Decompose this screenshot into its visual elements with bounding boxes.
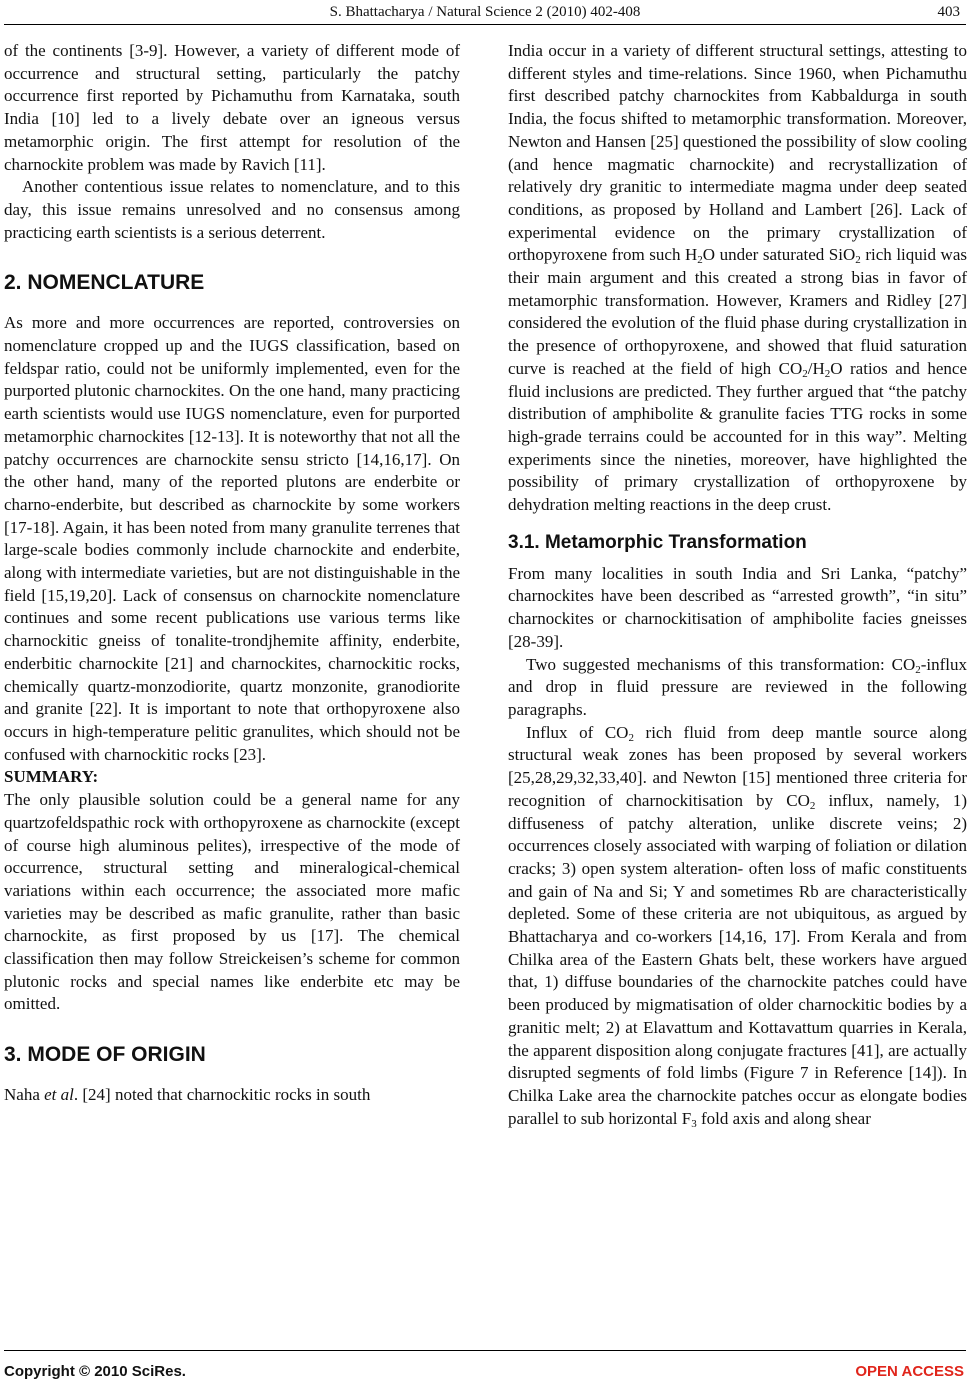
paragraph-mode-of-origin: Naha et al. [24] noted that charnockitic rocks in south bbox=[4, 1085, 371, 1105]
left-column bbox=[4, 40, 460, 1107]
paragraph-mechanisms: Two suggested mechanisms of this transformation: $CO_2$-influx and drop in fluid pressure are reviewed in the following paragraphs. bbox=[508, 654, 967, 719]
copyright-notice: Copyright © 2010 SciRes. bbox=[4, 1363, 186, 1380]
section-heading-mode-of-origin: 3. MODE OF ORIGIN bbox=[4, 1043, 206, 1067]
running-title: S. Bhattacharya / Natural Science 2 (2010) 402-408 bbox=[329, 4, 641, 20]
open-access-label: OPEN ACCESS bbox=[855, 1363, 964, 1380]
summary-label: SUMMARY: bbox=[4, 767, 99, 787]
paragraph-localities: From many localities in south India and Sri Lanka, “patchy” charnockites have been described as “arrested growth”, “in situ” charnockites or charnockitisation of amphibolite facies gneisses [28-39]. bbox=[508, 563, 967, 651]
paragraph-co2-influx: Influx of $CO_2$ rich fluid from deep mantle source along structural weak zones has been proposed by several workers [25,28,29,32,33,40]. and Newton [15] mentioned three criteria for recognition of charnockitisation by $CO_2$ influx, namely, 1) diffuseness of patchy alteration, unlike discrete veins; 2) occurrences closely associated with warping of foliation or dilation cracks; 3) open system alteration- often loss of mafic constituents and gain of Na and Si; Y and sometimes Rb are characteristically depleted. Some of these criteria are not ubiquitous, as argued by Bhattacharya and co-workers [14,16, 17]. From Kerala and from Chilka area of the Eastern Ghats belt, these workers have argued that, 1) diffuse boundaries of the charnockite patches could have been produced by migmatisation of older charnockitic bodies by a granitic melt; 2) at Elavattum and Kottavattum quarries in Kerala, the apparent disposition along conjugate fractures [41], are actually disrupted segments of fold limbs (Figure 7 in Reference [14]). In Chilka Lake area the charnockite patches occur as elongate bodies parallel to sub horizontal $F_3$ fold axis and along shear bbox=[508, 722, 968, 1130]
page-number: 403 bbox=[937, 4, 960, 20]
footer-rule bbox=[4, 1350, 966, 1351]
header-rule bbox=[4, 24, 966, 25]
paragraph-nomenclature-intro: Another contentious issue relates to nomenclature, and to this day, this issue remains unresolved and no consensus among practicing earth scientists is a serious deterrent. bbox=[4, 177, 460, 242]
section-heading-nomenclature: 2. NOMENCLATURE bbox=[4, 271, 205, 295]
subsection-heading-metamorphic-transformation: 3.1. Metamorphic Transformation bbox=[508, 531, 807, 553]
paragraph-summary: The only plausible solution could be a general name for any quartzofeldspathic rock with orthopyroxene as charnockite (except of course high aluminous pelites), irrespective of the mode of occurrence, structural setting and mineralogical-chemical variations within each occurrence; the associated more mafic varieties may be described as mafic granulite, rather than basic charnockite, as first proposed by us [17]. The chemical classification then may follow Streickeisen’s scheme for common plutonic rocks and special names like enderbite etc may be omitted. bbox=[4, 790, 460, 1014]
paragraph-nomenclature: As more and more occurrences are reported, controversies on nomenclature cropped up and the IUGS classification, based on feldspar ratio, could not be uniformly implemented, even for the purported plutonic charnockites. On the one hand, many practicing earth scientists would use IUGS nomenclature, even for purported metamorphic charnockites [12-13]. It is noteworthy that not all the patchy occurrences are charnockite sensu stricto [14,16,17]. On the other hand, many of the reported plutons are enderbite or charno-enderbite, but described as charnockite by some workers [17-18]. Again, it has been noted from many granulite terrenes that large-scale bodies commonly include charnockite and enderbite, along with intermediate varieties, but are not distinguishable in the field [15,19,20]. Lack of consensus on charnockite nomenclature continues and some recent publications use various terms like charnockitic gneiss of tonalite-trondjhemite affinity, enderbite, enderbitic charnockite [21] and charnockites, charnockitic rocks, chemically quartz-monzodiorite, quartz monzonite, granodiorite and granite [22]. It is important to note that orthopyroxene also occurs in high-temperature pelitic granulites, which should not be confused with charnockitic rocks [23]. bbox=[4, 313, 460, 764]
paragraph-structural-settings: India occur in a variety of different structural settings, attesting to different styles and time-relations. Since 1960, when Pichamuthu first described patchy charnockites from Kabbaldurga in south India, the focus shifted to metamorphic transformation. Moreover, Newton and Hansen [25] questioned the possibility of slow cooling (and hence magmatic charnockite) and recrystallization of relatively dry granitic to intermediate magma under deep seated conditions, as proposed by Holland and Lambert [26]. Lack of experimental evidence on the primary crystallization of orthopyroxene from such $H_2O$ under saturated SiO$_2$ rich liquid was their main argument and this created a strong bias in favor of metamorphic transformation. However, Kramers and Ridley [27] considered the evolution of the fluid phase during crystallization in the presence of orthopyroxene, and showed that fluid saturation curve is reached at the field of high $CO_2/H_2O$ ratios and hence fluid inclusions are predicted. They further argued that “the patchy distribution of amphibolite & granulite facies TTG rocks in some high-grade terrains could be accounted for in this way”. Melting experiments since the nineties, moreover, have highlighted the possibility of primary crystallization of orthopyroxene by dehydration melting reactions in the deep crust. bbox=[508, 41, 967, 515]
paragraph-continuation: of the continents [3-9]. However, a variety of different mode of occurrence and structural setting, particularly the patchy occurrence first reported by Pichamuthu from Karnataka, south India [10] led to a lively debate over an igneous versus metamorphic origin. The first attempt for resolution of the charnockite problem was made by Ravich [11]. bbox=[4, 41, 460, 174]
right-column bbox=[508, 40, 967, 1130]
running-header bbox=[0, 2, 970, 24]
